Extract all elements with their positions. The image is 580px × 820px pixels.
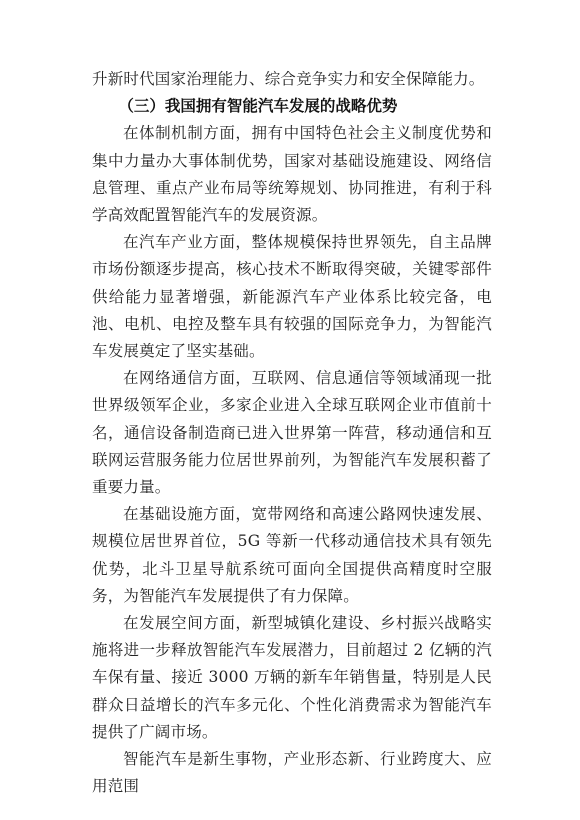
paragraph-intelligent-vehicle-intro: 智能汽车是新生事物，产业形态新、行业跨度大、应用范围 bbox=[92, 750, 492, 796]
paragraph-infrastructure: 在基础设施方面，宽带网络和高速公路网快速发展、规模位居世界首位，5G 等新一代移动通信技术具有领先优势，北斗卫星导航系统可面向全国提供高精度时空服务，为智能汽车发展提供了有力保障。 bbox=[92, 505, 492, 605]
paragraph-institutional-mechanism: 在体制机制方面，拥有中国特色社会主义制度优势和集中力量办大事体制优势，国家对基础设施建设、网络信息管理、重点产业布局等统筹规划、协同推进，有利于科学高效配置智能汽车的发展资源。 bbox=[92, 124, 492, 225]
intro-continuation-paragraph: 升新时代国家治理能力、综合竞争实力和安全保障能力。 bbox=[92, 70, 485, 88]
paragraph-auto-industry: 在汽车产业方面，整体规模保持世界领先，自主品牌市场份额逐步提高，核心技术不断取得突破，关键零部件供给能力显著增强，新能源汽车产业体系比较完备，电池、电机、电控及整车具有较强的国际竞争力，为智能汽车发展奠定了坚实基础。 bbox=[92, 233, 492, 361]
section-heading: （三）我国拥有智能汽车发展的战略优势 bbox=[118, 97, 398, 116]
paragraph-network-communication: 在网络通信方面，互联网、信息通信等领域涌现一批世界级领军企业，多家企业进入全球互联网企业市值前十名，通信设备制造商已进入世界第一阵营，移动通信和互联网运营服务能力位居世界前列，为智能汽车发展积蓄了重要力量。 bbox=[92, 369, 492, 497]
document-body bbox=[92, 66, 492, 800]
paragraph-development-space: 在发展空间方面，新型城镇化建设、乡村振兴战略实施将进一步释放智能汽车发展潜力，目前超过 2 亿辆的汽车保有量、接近 3000 万辆的新车年销售量，特别是人民群众日益增长的汽车多元化、个性化消费需求为智能汽车提供了广阔市场。 bbox=[92, 614, 492, 741]
